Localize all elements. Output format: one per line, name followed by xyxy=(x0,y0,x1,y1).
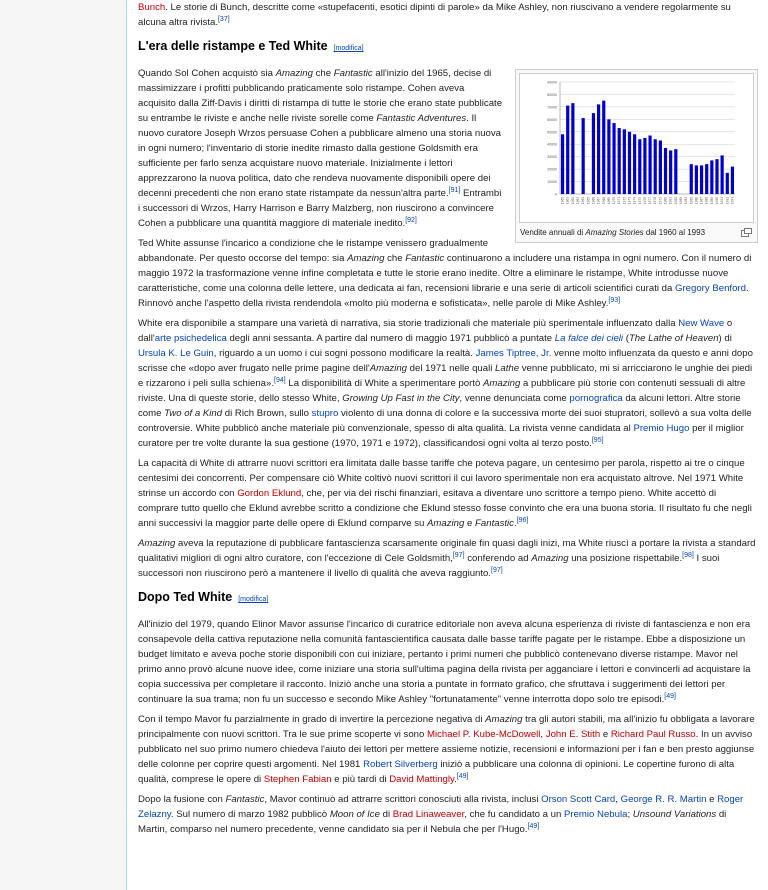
link-la-falce-dei-cieli[interactable]: La falce dei cieli xyxy=(554,333,624,344)
paragraph: All'inizio del 1979, quando Elinor Mavor assunse l'incarico di curatrice editoriale non aveva alcuna esperienza di riviste di fantascienza e non era consapevole della cattiva reputazione nella comunità fantascientifica causata dalle basse tariffe pagate per le ristampe. Ebbe a disposizione un budget limitato e aveva poche storie disponibili con cui iniziare, pertanto i primi numeri che pubblicò contenevano diverse ristampe. Mavor nel primo anno provò alcune nuove idee, come iniziare una storia sull'ultima pagina della rivista per agganciare i lettori e convincerli ad acquistare la copia successiva per completare il racconto. Iniziò anche una storia a puntate in formato grafico, che sfruttava i suggerimenti dei lettori per continuare la sua trama; non fu un successo e secondo Mike Ashley "fortunatamente" venne interrotta dopo solo tre episodi.[49] xyxy=(138,619,751,705)
x-tick-label: 1988 xyxy=(704,197,709,205)
bar-1992 xyxy=(726,173,729,194)
section-title: Dopo Ted White xyxy=(138,590,233,604)
link-ursula-le-guin[interactable]: Ursula K. Le Guin xyxy=(138,348,214,359)
link-stupro[interactable]: stupro xyxy=(311,408,339,419)
bar-1980 xyxy=(664,148,667,194)
link-gordon-eklund[interactable]: Gordon Eklund xyxy=(237,488,302,499)
link-premio-hugo[interactable]: Premio Hugo xyxy=(633,423,690,434)
x-tick-label: 1965 xyxy=(586,197,591,205)
x-tick-label: 1985 xyxy=(689,197,694,205)
caption-title: Amazing Stories xyxy=(585,228,644,237)
bar-1990 xyxy=(715,159,718,194)
y-tick-label: 50000 xyxy=(547,130,557,135)
x-tick-label: 1982 xyxy=(673,197,678,205)
link-james-tiptree[interactable]: James Tiptree, Jr. xyxy=(475,348,552,359)
x-tick-label: 1960 xyxy=(560,197,565,205)
bar-1969 xyxy=(607,119,610,194)
y-tick-label: 80000 xyxy=(547,92,557,97)
x-tick-label: 1964 xyxy=(581,197,586,205)
link-brad-linaweaver[interactable]: Brad Linaweaver xyxy=(392,809,465,820)
link-stephen-fabian[interactable]: Stephen Fabian xyxy=(263,774,332,785)
bar-1978 xyxy=(654,139,657,194)
x-tick-label: 1992 xyxy=(725,197,730,205)
x-tick-label: 1963 xyxy=(576,197,581,205)
y-tick-label: 40000 xyxy=(547,142,557,147)
reference[interactable]: [94] xyxy=(274,376,286,384)
link-george-rr-martin[interactable]: George R. R. Martin xyxy=(620,794,707,805)
x-tick-label: 1969 xyxy=(606,197,611,205)
bar-1974 xyxy=(633,134,636,194)
section-heading xyxy=(138,588,758,609)
x-tick-label: 1993 xyxy=(730,197,735,205)
reference[interactable]: [49] xyxy=(664,692,676,700)
y-tick-label: 90000 xyxy=(547,80,557,85)
reference[interactable]: [97] xyxy=(491,566,503,574)
link-richard-paul-russo[interactable]: Richard Paul Russo xyxy=(610,729,696,740)
bar-1988 xyxy=(705,164,708,194)
bar-1993 xyxy=(731,167,734,194)
bar-1971 xyxy=(618,128,621,194)
reference[interactable]: [92] xyxy=(405,216,417,224)
x-tick-label: 1973 xyxy=(627,197,632,205)
x-tick-label: 1962 xyxy=(570,197,575,205)
bar-1975 xyxy=(638,139,641,194)
link-robert-silverberg[interactable]: Robert Silverberg xyxy=(363,759,438,770)
reference[interactable]: [96] xyxy=(516,516,529,524)
paragraph: Ted White assunse l'incarico a condizione che le ristampe venissero gradualmente abbandonate. Per questo occorse del tempo: sia Amazing che Fantastic continuarono a includere una ristampa in ogni numero. Con il numero di maggio 1972 la trasformazione venne infine completata e tutte le storie erano inedite. Oltre a eliminare le ristampe, White introdusse nuove caratteristiche, come una colonna delle lettere, una dedicata ai fan, recensioni librarie e una serie di articoli scientifici curati da Gregory Benford. Rinnovò anche l'aspetto della rivista rendendola «molto più moderna e sofisticata», nelle parole di Mike Ashley.[93] xyxy=(138,238,752,309)
reference[interactable]: [91] xyxy=(448,186,461,194)
bar-1961 xyxy=(566,106,569,194)
bar-1979 xyxy=(659,140,662,194)
link-bunch[interactable]: Bunch xyxy=(138,2,166,13)
y-tick-label: 10000 xyxy=(547,180,557,185)
link-gregory-benford[interactable]: Gregory Benford xyxy=(675,283,746,294)
x-tick-label: 1983 xyxy=(678,197,683,205)
edit-section-link[interactable] xyxy=(238,596,268,603)
figure-thumbnail xyxy=(515,69,758,243)
bar-1981 xyxy=(669,150,672,194)
sales-chart xyxy=(520,74,753,220)
reference[interactable]: [97] xyxy=(452,551,465,559)
x-tick-label: 1971 xyxy=(617,197,622,205)
bar-1982 xyxy=(674,149,677,194)
link-roger-zelazny[interactable]: Roger Zelazny xyxy=(138,794,744,820)
article-content xyxy=(126,0,768,890)
bar-1985 xyxy=(690,164,693,194)
bar-1976 xyxy=(643,138,646,194)
bar-1986 xyxy=(695,165,698,194)
link-john-stith[interactable]: John E. Stith xyxy=(545,729,601,740)
reference[interactable]: [98] xyxy=(682,551,694,559)
x-tick-label: 1980 xyxy=(663,197,668,205)
chart-image[interactable] xyxy=(519,73,754,223)
bar-1960 xyxy=(561,134,564,194)
link-premio-nebula[interactable]: Premio Nebula xyxy=(563,809,628,820)
reference[interactable]: [95] xyxy=(591,436,604,444)
section-heading xyxy=(138,37,758,58)
bar-1977 xyxy=(648,136,651,194)
edit-link[interactable]: [modifica] xyxy=(333,45,364,52)
x-tick-label: 1990 xyxy=(714,197,719,205)
x-tick-label: 1989 xyxy=(709,197,714,205)
reference[interactable]: [37] xyxy=(217,15,230,23)
reference[interactable]: [49] xyxy=(456,772,469,780)
link-arte-psichedelica[interactable]: arte psichedelica xyxy=(154,333,227,344)
y-tick-label: 60000 xyxy=(547,117,557,122)
paragraph: Quando Sol Cohen acquistò sia Amazing che Fantastic all'inizio del 1965, decise di massimizzare i profitti pubblicando praticamente solo ristampe. Cohen aveva acquisito dalla Ziff-Davis i diritti di ristampa di tutte le storie che erano state pubblicate su entrambe le riviste e anche nelle riviste sorelle come Fantastic Adventures. Il nuovo curatore Joseph Wrzos persuase Cohen a pubblicare almeno una storia nuova in ogni numero; l'inventario di storie inedite rimasto dalla gestione Goldsmith era sufficiente per farlo senza acquistare nuovo materiale. Inizialmente i lettori apprezzarono la nuova politica, dato che rendeva nuovamente disponibili opere dei decenni precedenti che non erano state ristampate da nessun'altra parte.[91] Entrambi i successori di Wrzos, Harry Harrison e Barry Malzberg, non riuscirono a convincere Cohen a pubblicare una quantità maggiore di materiale inedito.[92] xyxy=(138,68,503,229)
section-title: L'era delle ristampe e Ted White xyxy=(138,39,328,53)
paragraph: Dopo la fusione con Fantastic, Mavor continuò ad attrarre scrittori conosciuti alla rivista, inclusi Orson Scott Card, George R. R. Martin e Roger Zelazny. Sul numero di marzo 1982 pubblicò Moon of Ice di Brad Linaweaver, che fu candidato a un Premio Nebula; Unsound Variations di Martin, comparso nel numero precedente, venne candidato sia per il Nebula che per l'Hugo.[49] xyxy=(138,794,744,835)
y-tick-label: 0 xyxy=(555,192,557,197)
bar-1968 xyxy=(602,101,605,194)
x-tick-label: 1967 xyxy=(596,197,601,205)
bar-1973 xyxy=(628,132,631,194)
edit-link[interactable]: [modifica] xyxy=(238,596,269,603)
x-tick-label: 1978 xyxy=(653,197,658,205)
x-tick-label: 1977 xyxy=(648,197,653,205)
bar-1991 xyxy=(721,155,724,194)
paragraph: Con il tempo Mavor fu parzialmente in grado di invertire la percezione negativa di Amazing tra gli autori stabili, ma all'inizio fu obbligata a lavorare principalmente con nuovi scrittori. Tra le sue prime scoperte vi sono Michael P. Kube-McDowell, John E. Stith e Richard Paul Russo. In un avviso pubblicato nel suo primo numero chiedeva l'aiuto dei lettori per mettere assieme notizie, recensioni e informazioni per i fan e ben presto aggiunse delle colonne per coprire questi argomenti. Nel 1981 Robert Silverberg iniziò a pubblicare una colonna di opinioni. Le copertine furono di alta qualità, comprese le opere di Stephen Fabian e più tardi di David Mattingly.[49] xyxy=(138,714,755,785)
bar-1972 xyxy=(623,129,626,194)
x-tick-label: 1970 xyxy=(612,197,617,205)
bar-1964 xyxy=(582,118,585,194)
link-new-wave[interactable]: New Wave xyxy=(678,318,725,329)
x-tick-label: 1972 xyxy=(622,197,627,205)
x-tick-label: 1979 xyxy=(658,197,663,205)
bar-1989 xyxy=(710,160,713,194)
x-tick-label: 1975 xyxy=(637,197,642,205)
x-tick-label: 1984 xyxy=(684,197,689,205)
caption-text: dal 1960 al 1993 xyxy=(643,228,706,237)
x-tick-label: 1966 xyxy=(591,197,596,205)
bar-1970 xyxy=(612,123,615,194)
bar-1987 xyxy=(700,165,703,194)
bar-1962 xyxy=(571,103,574,194)
paragraph: White era disponibile a stampare una varietà di narrativa, sia storie tradizionali che materiale più sperimentale influenzato dalla New Wave o dall'arte psichedelica degli anni sessanta. A partire dal numero di maggio 1971 pubblicò a puntate La falce dei cieli (The Lathe of Heaven) di Ursula K. Le Guin, riguardo a un uomo i cui sogni possono modificare la realtà. James Tiptree, Jr. venne molto influenzata da questo e anni dopo scrisse che «dopo aver frugato nelle prime pagine dell'Amazing del 1971 nelle quali Lathe venne pubblicato, mi si arricciarono le unghie dei piedi e rizzarono i peli sulla schiena».[94] La disponibilità di White a sperimentare portò Amazing a pubblicare più storie con contenuti sessuali di altre riviste. Una di queste storie, dello stesso White, Growing Up Fast in the City, venne denunciata come pornografica da alcuni lettori. Altre storie come Two of a Kind di Rich Brown, sullo stupro violento di una donna di colore e la successiva morte dei suoi stupratori, sollevò a sua volta delle controversie. White pubblicò anche materiale più convenzionale, spesso di alta qualità. La rivista venne candidata al Premio Hugo per il miglior curatore per tre volte durante la sua gestione (1970, 1971 e 1972), classificandosi ogni volta al terzo posto.[95] xyxy=(138,318,753,449)
link-david-mattingly[interactable]: David Mattingly xyxy=(389,774,455,785)
reference[interactable]: [93] xyxy=(608,296,621,304)
paragraph xyxy=(138,0,758,30)
y-tick-label: 20000 xyxy=(547,167,557,172)
x-tick-label: 1987 xyxy=(699,197,704,205)
paragraph: Amazing aveva la reputazione di pubblicare fantascienza scarsamente originale fin quasi dagli inizi, ma White riuscì a portare la rivista a standard qualitativi migliori di ogni altro curatore, con l'eccezione di Cele Goldsmith,[97] conferendo ad Amazing una posizione rispettabile.[98] I suoi successori non riuscirono però a mantenere il livello di qualità che aveva raggiunto.[97] xyxy=(138,538,756,579)
figure-caption xyxy=(519,223,754,239)
x-tick-label: 1981 xyxy=(668,197,673,205)
bar-1966 xyxy=(592,113,595,194)
x-tick-label: 1974 xyxy=(632,197,637,205)
link-orson-scott-card[interactable]: Orson Scott Card xyxy=(541,794,616,805)
paragraph: La capacità di White di attrarre nuovi scrittori era limitata dalle basse tariffe che poteva pagare, un centesimo per parola, rispetto ai tre o cinque centesimi dei concorrenti. Per compensare ciò White coltivò nuovi scrittori il cui lavoro sperimentale non era acquistato altrove. Nel 1971 White strinse un accordo con Gordon Eklund, che, per via dei rischi finanziari, esitava a diventare uno scrittore a tempo pieno. White accettò di comprare tutto quello che Eklund avrebbe scritto a condizione che Eklund stesso fosse convinto che era una buona storia. Il risultato fu che negli anni successivi la maggior parte delle opere di Eklund comparve su Amazing e Fantastic.[96] xyxy=(138,458,752,529)
link-kube-mcdowell[interactable]: Michael P. Kube-McDowell xyxy=(427,729,541,740)
reference[interactable]: [49] xyxy=(527,822,540,830)
link-pornografica[interactable]: pornografica xyxy=(569,393,623,404)
x-tick-label: 1961 xyxy=(565,197,570,205)
x-tick-label: 1968 xyxy=(601,197,606,205)
x-tick-label: 1991 xyxy=(720,197,725,205)
paragraph-text: . Le storie di Bunch, descritte come «stupefacenti, esotici dipinti di parole» da Mike Ashley, non riuscivano a vendere regolarmente su alcuna altra rivista. xyxy=(138,2,731,28)
y-tick-label: 70000 xyxy=(547,105,557,110)
y-tick-label: 30000 xyxy=(547,155,557,160)
caption-text: Vendite annuali di xyxy=(520,228,586,237)
enlarge-icon[interactable] xyxy=(741,228,752,237)
bar-1967 xyxy=(597,104,600,194)
x-tick-label: 1986 xyxy=(694,197,699,205)
edit-section-link[interactable] xyxy=(334,45,364,52)
x-tick-label: 1976 xyxy=(642,197,647,205)
